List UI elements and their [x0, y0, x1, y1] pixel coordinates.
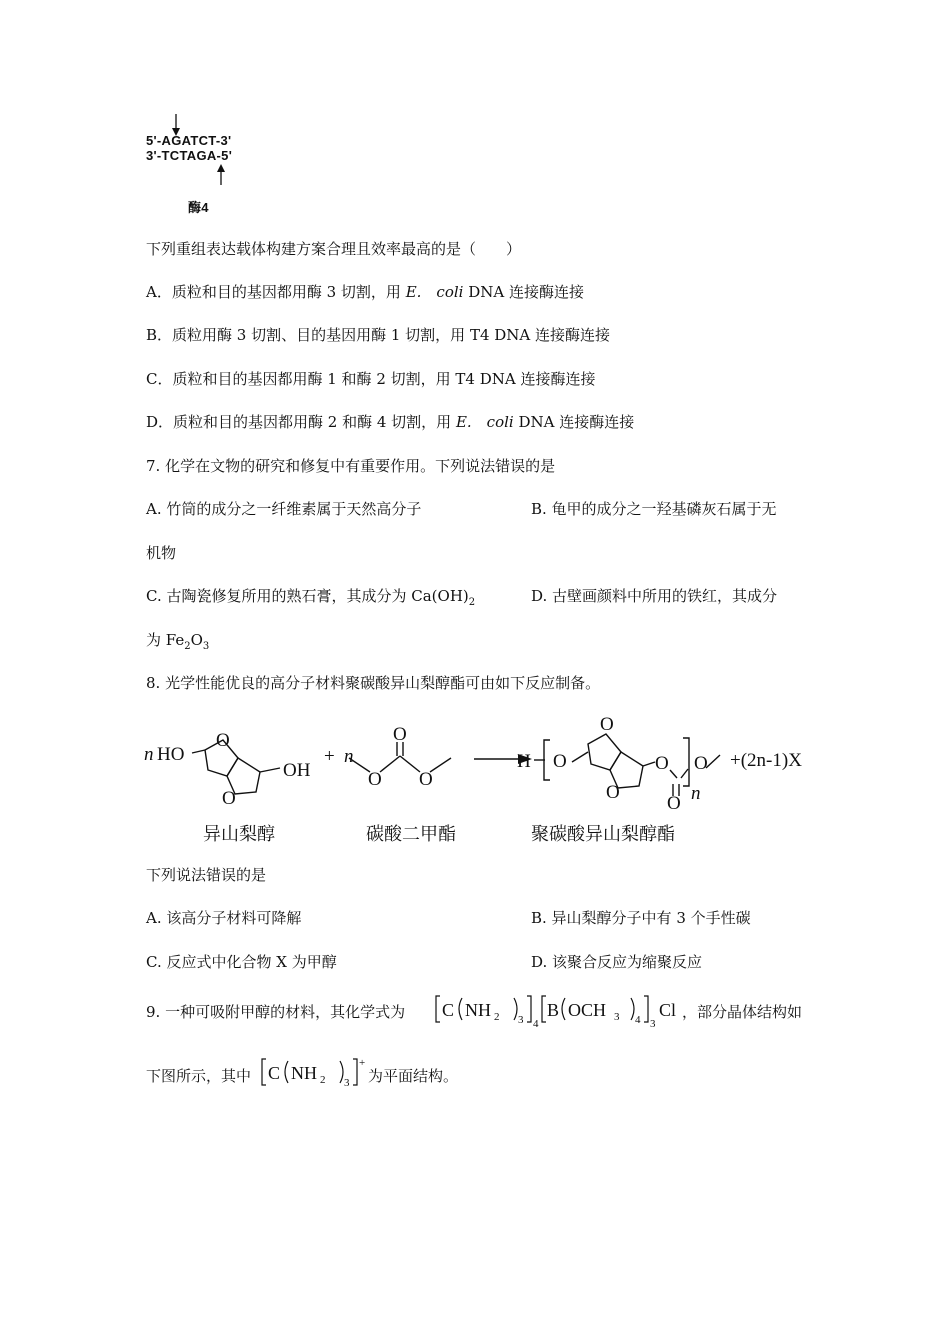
q9-line2-post: 为平面结构。 — [368, 1067, 459, 1085]
carbonate-o-top: O — [393, 724, 407, 745]
q8-stem: 8. 光学性能优良的高分子材料聚碳酸异山梨醇酯可由如下反应制备。 — [146, 674, 601, 692]
dimethyl-carbonate-label: 碳酸二甲酯 — [366, 824, 456, 845]
q6-a-text: A．质粒和目的基因都用酶 3 切割，用 — [146, 283, 401, 301]
q8-stem2: 下列说法错误的是 — [146, 866, 267, 884]
q6-d-species: E. coli — [455, 413, 514, 431]
q7-c-text: C. 古陶瓷修复所用的熟石膏，其成分为 Ca(OH) — [146, 587, 469, 605]
cut-arrow-up-icon — [214, 163, 230, 187]
f1-cl: Cl — [659, 1000, 677, 1020]
q7-c-sub: 2 — [468, 597, 476, 608]
f1-sub3: 3 — [518, 1014, 524, 1026]
q6-stem: 下列重组表达载体构建方案合理且效率最高的是（ ） — [146, 240, 522, 258]
f1-sub4b: 4 — [635, 1014, 641, 1026]
q6-option-b: B．质粒用酶 3 切割、目的基因用酶 1 切割，用 T4 DNA 连接酶连接 — [146, 326, 611, 344]
q7-stem: 7. 化学在文物的研究和修复中有重要作用。下列说法错误的是 — [146, 457, 556, 475]
reaction-scheme — [140, 712, 820, 812]
q9-ion-formula — [260, 1056, 366, 1092]
isosorbide-label: 异山梨醇 — [203, 824, 275, 845]
f2-sub2: 2 — [320, 1074, 326, 1086]
f2-c: C — [268, 1063, 281, 1083]
q9-formula — [434, 993, 682, 1029]
f2-charge: + — [359, 1057, 366, 1069]
q8-option-d: D. 该聚合反应为缩聚反应 — [531, 953, 703, 971]
q9-line2-pre: 下图所示，其中 — [146, 1067, 252, 1085]
q7-d-o: O — [190, 631, 203, 649]
f1-sub3b: 3 — [614, 1011, 620, 1023]
ho-group: HO — [157, 744, 185, 765]
f1-och: OCH — [568, 1000, 607, 1020]
q9-line1-post: ，部分晶体结构如 — [682, 1003, 803, 1021]
f1-sub2: 2 — [494, 1011, 500, 1023]
dna-top-strand: 5'-AGATCT-3' — [146, 133, 232, 148]
q6-option-a — [146, 282, 584, 302]
q6-option-c: C．质粒和目的基因都用酶 1 和酶 2 切割，用 T4 DNA 连接酶连接 — [146, 370, 596, 388]
carbonate-o-left: O — [368, 769, 382, 790]
q7-option-a: A. 竹筒的成分之一纤维素属于天然高分子 — [146, 500, 422, 518]
q7-d-cont-text: 为 Fe — [146, 631, 185, 649]
ring-o-bottom: O — [222, 788, 236, 809]
product-ring-o-bottom: O — [606, 782, 620, 803]
f1-sub3c: 3 — [650, 1018, 656, 1029]
byproduct: +(2n-1)X — [730, 750, 802, 771]
product-h: H — [517, 751, 531, 772]
product-o-methyl: O — [694, 753, 708, 774]
oh-group: OH — [283, 760, 311, 781]
q9-line1-pre: 9. 一种可吸附甲醇的材料，其化学式为 — [146, 1003, 406, 1021]
f1-nh: NH — [465, 1000, 491, 1020]
product-o-ester: O — [655, 753, 669, 774]
q6-d-text: D．质粒和目的基因都用酶 2 和酶 4 切割，用 — [146, 413, 452, 431]
q6-option-d — [146, 412, 634, 432]
q6-d-tail: DNA 连接酶连接 — [518, 413, 635, 431]
reactant-n: n — [144, 744, 154, 765]
q7-option-b: B. 龟甲的成分之一羟基磷灰石属于无 — [531, 500, 777, 518]
ring-o-top: O — [216, 730, 230, 751]
q7-option-c — [146, 586, 475, 613]
q7-d-sub1: 2 — [184, 641, 191, 652]
product-o-left: O — [553, 751, 567, 772]
q6-a-tail: DNA 连接酶连接 — [468, 283, 584, 301]
q7-option-d: D. 古壁画颜料中所用的铁红，其成分 — [531, 587, 778, 605]
carbonate-n: n — [344, 746, 354, 767]
f1-b: B — [547, 1000, 560, 1020]
f2-nh: NH — [291, 1063, 317, 1083]
enzyme-label: 酶4 — [188, 200, 209, 215]
plus-sign: + — [324, 746, 335, 767]
q7-option-b-cont: 机物 — [146, 544, 177, 562]
carbonate-o-right: O — [419, 769, 433, 790]
f2-sub3: 3 — [344, 1077, 350, 1089]
q8-option-a: A. 该高分子材料可降解 — [146, 909, 302, 927]
q7-d-sub2: 3 — [202, 641, 210, 652]
q7-option-d-cont — [146, 630, 209, 657]
product-label: 聚碳酸异山梨醇酯 — [531, 824, 675, 845]
q8-option-b: B. 异山梨醇分子中有 3 个手性碳 — [531, 909, 751, 927]
f1-c: C — [442, 1000, 455, 1020]
q8-option-c: C. 反应式中化合物 X 为甲醇 — [146, 953, 337, 971]
dna-bottom-strand: 3'-TCTAGA-5' — [146, 148, 233, 163]
q6-a-species: E. coli — [405, 283, 464, 301]
product-n: n — [691, 783, 701, 804]
f1-sub4: 4 — [533, 1018, 539, 1029]
product-ring-o-top: O — [600, 714, 614, 735]
product-o-carbonyl: O — [667, 793, 681, 812]
